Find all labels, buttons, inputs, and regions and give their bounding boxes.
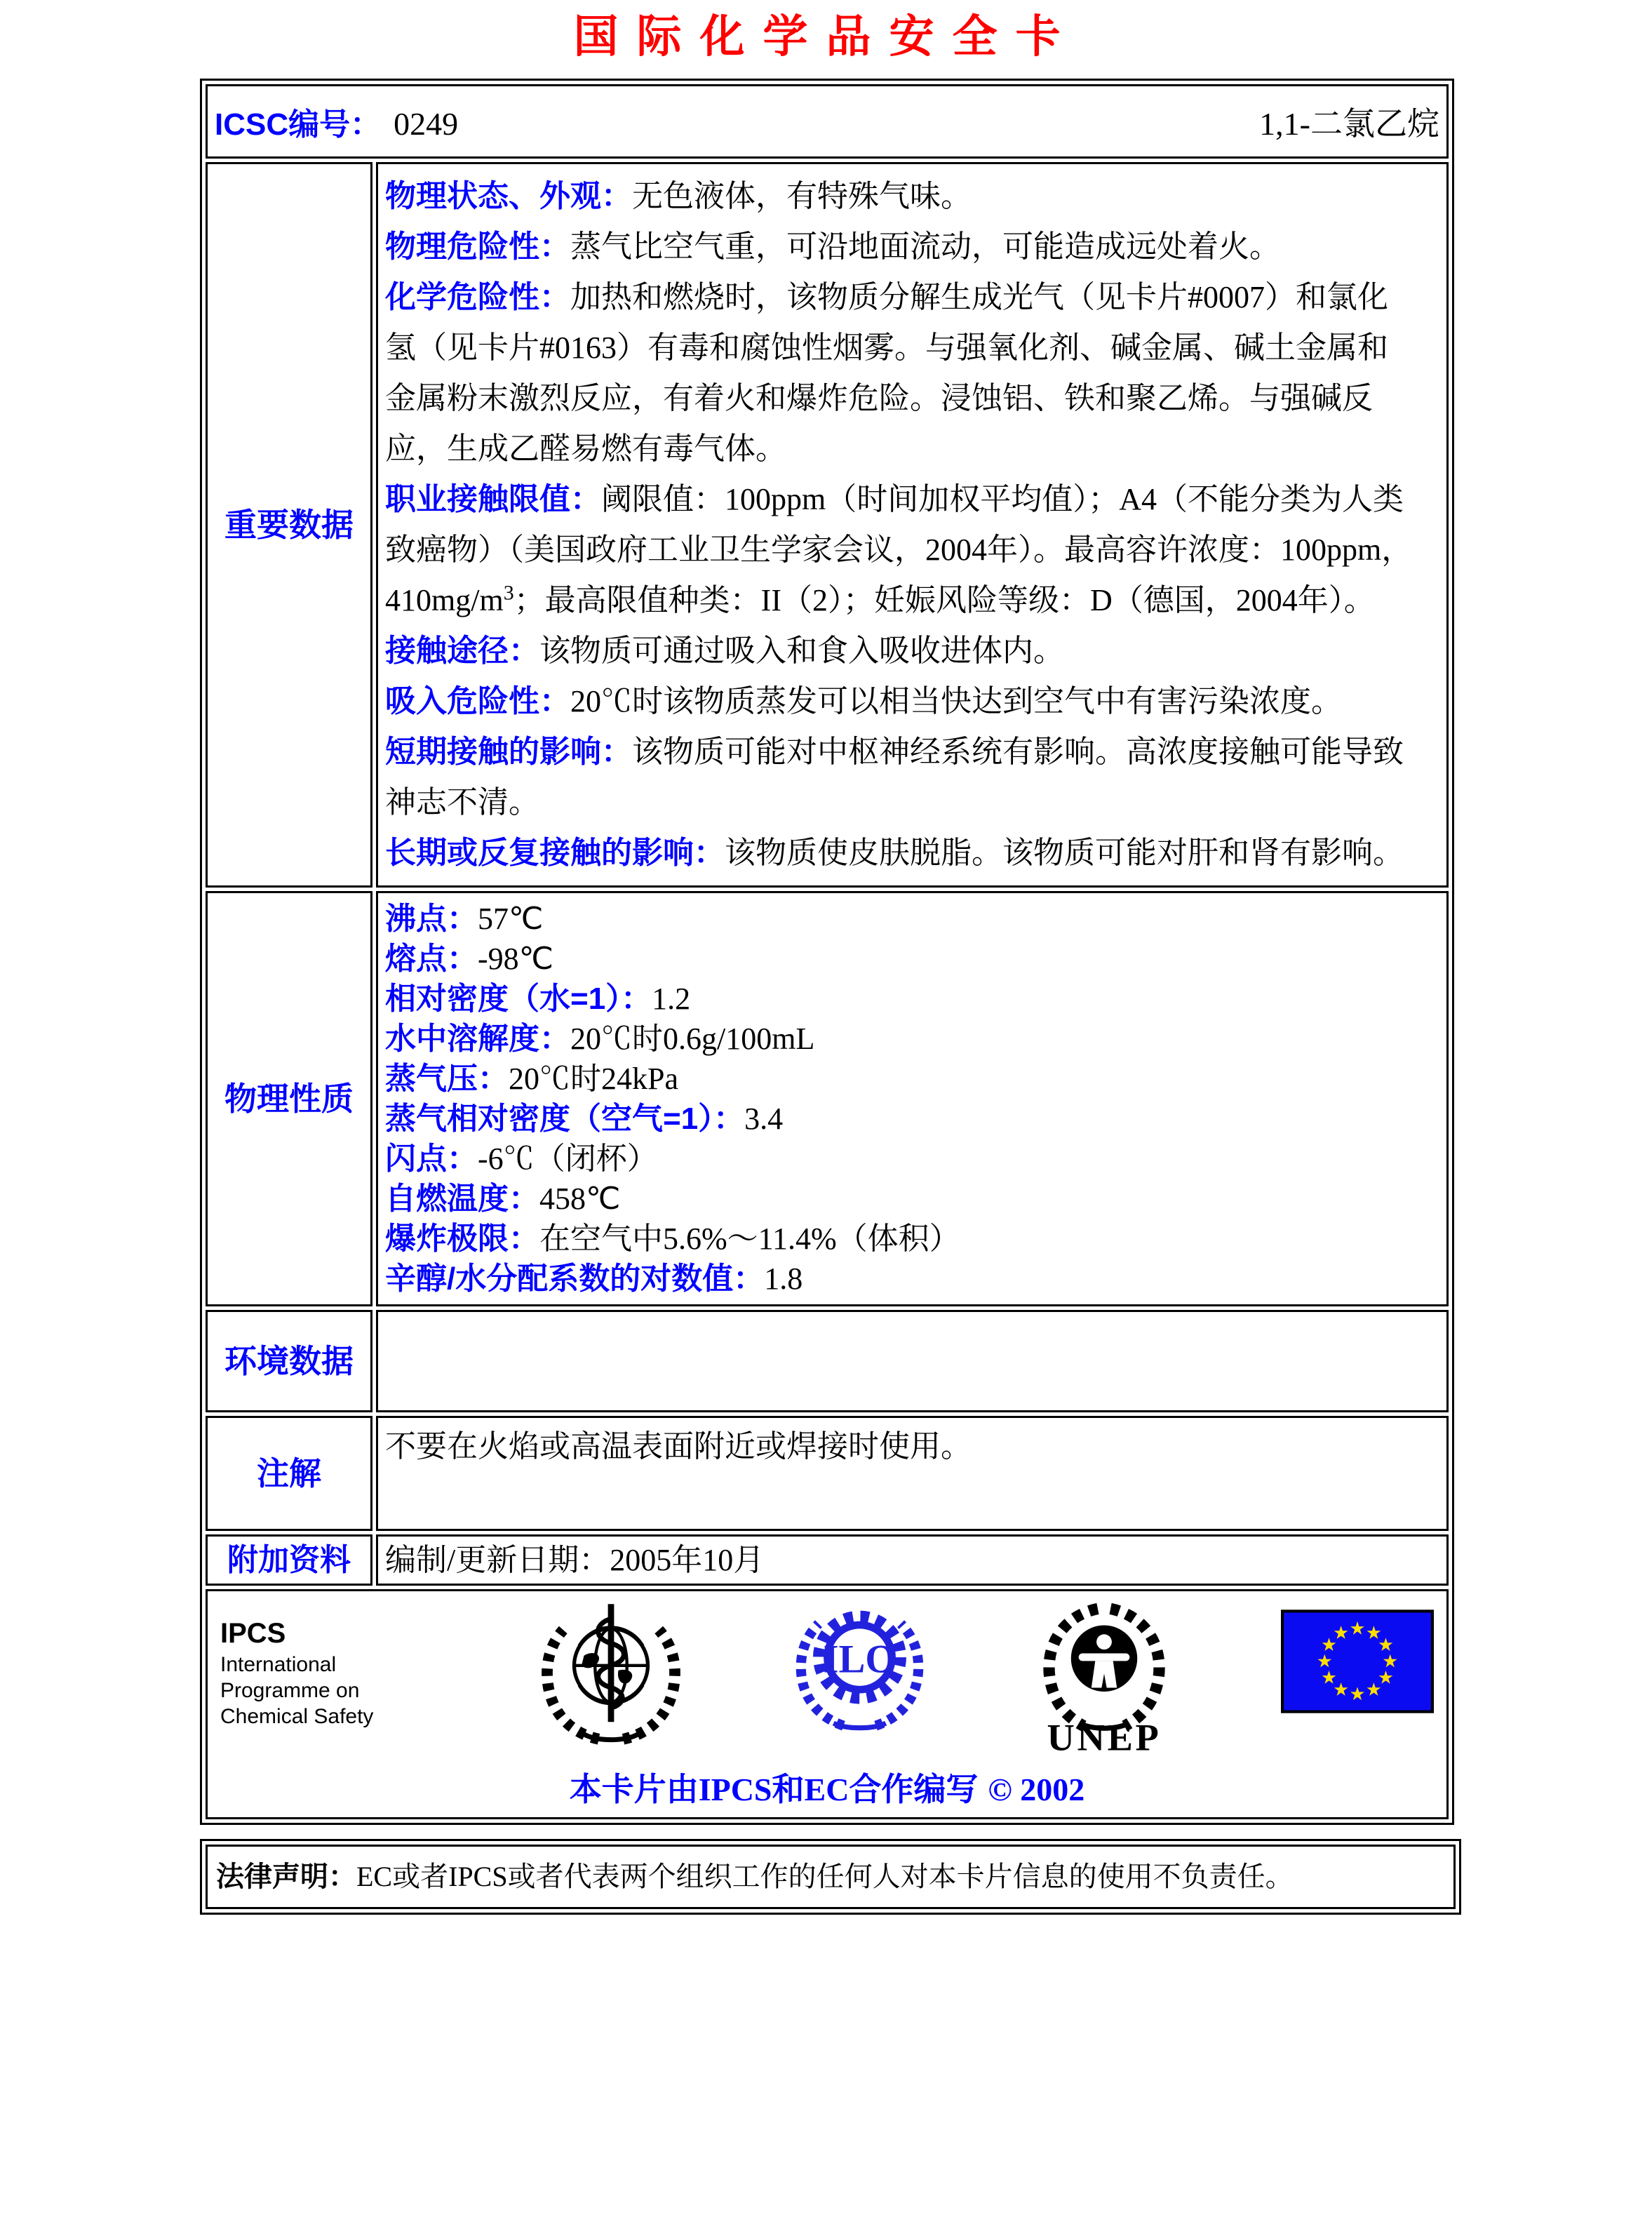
additional-info-content: 编制/更新日期：2005年10月 (385, 1543, 765, 1577)
logos-row (206, 1589, 1449, 1819)
svg-text:ILO: ILO (822, 1637, 896, 1682)
important-data-item: 长期或反复接触的影响：该物质使皮肤脱脂。该物质可能对肝和肾有影响。 (385, 836, 1404, 870)
unep-logo-icon (1034, 1601, 1174, 1754)
logos-block (208, 1591, 1446, 1817)
physical-property-line: 蒸气相对密度（空气=1）：3.4 (385, 1102, 784, 1136)
physical-property-line: 熔点：-98℃ (385, 942, 554, 976)
important-data-content (378, 164, 1446, 885)
additional-info-row (206, 1534, 1449, 1586)
page-title: 国际化学品安全卡 (573, 11, 1079, 62)
important-data-item: 物理危险性：蒸气比空气重，可沿地面流动，可能造成远处着火。 (385, 229, 1280, 264)
copyright: © 2002 (988, 1772, 1085, 1807)
important-data-item: 吸入危险性：20℃时该物质蒸发可以相当快达到空气中有害污染浓度。 (385, 684, 1342, 718)
important-data-item: 短期接触的影响：该物质可能对中枢神经系统有影响。高浓度接触可能导致神志不清。 (385, 735, 1404, 819)
icsc-number-value: 0249 (394, 106, 459, 142)
section-label-important-data: 重要数据 (206, 162, 372, 888)
section-label-environmental-data: 环境数据 (206, 1310, 372, 1412)
legal-notice-label: 法律声明： (216, 1861, 356, 1892)
ipcs-text-block: IPCS International Programme on Chemical Safety (220, 1601, 431, 1729)
physical-property-line: 辛醇/水分配系数的对数值：1.8 (385, 1262, 803, 1296)
important-data-item: 职业接触限值：阈限值：100ppm（时间加权平均值）；A4（不能分类为人类致癌物）（美国政府工业卫生学家会议，2004年）。最高容许浓度：100ppm，$410mg/m^3$；最高限值种类：II（2）；妊娠风险等级：D（德国，2004年）。 (385, 482, 1413, 617)
cooperation-caption: 本卡片由IPCS和EC合作编写 © 2002 (569, 1772, 1085, 1807)
important-data-row (206, 162, 1449, 888)
physical-property-line: 相对密度（水=1）：1.2 (385, 982, 691, 1016)
eu-flag-icon (1281, 1610, 1434, 1713)
icsc-number-group (215, 99, 458, 144)
physical-property-line: 蒸气压：20℃时24kPa (385, 1062, 678, 1096)
important-data-item: 接触途径：该物质可通过吸入和食入吸收进体内。 (385, 634, 1064, 668)
section-label-notes: 注解 (206, 1416, 372, 1531)
icsc-table (200, 79, 1454, 1825)
section-label-additional-info: 附加资料 (206, 1534, 372, 1586)
physical-property-line: 闪点：-6℃（闭杯） (385, 1142, 658, 1176)
physical-property-line: 爆炸极限：在空气中5.6%～11.4%（体积） (385, 1222, 960, 1256)
header-row (206, 84, 1449, 159)
notes-content: 不要在火焰或高温表面附近或焊接时使用。 (385, 1429, 972, 1464)
ilo-logo-icon (791, 1601, 928, 1731)
chemical-name: 1,1-二氯乙烷 (1259, 106, 1439, 142)
physical-properties-row (206, 891, 1449, 1306)
notes-row (206, 1416, 1449, 1531)
superscript-3: 3 (503, 581, 514, 605)
physical-property-line: 水中溶解度：20℃时0.6g/100mL (385, 1022, 815, 1056)
important-data-item: 化学危险性：加热和燃烧时，该物质分解生成光气（见卡片#0007）和氯化氢（见卡片#0163）有毒和腐蚀性烟雾。与强氧化剂、碱金属、碱土金属和金属粉末激烈反应，有着火和爆炸危险。浸蚀铝、铁和聚乙烯。与强碱反应，生成乙醛易燃有毒气体。 (385, 280, 1388, 466)
icsc-number-label: ICSC编号： (215, 107, 382, 142)
legal-notice-text: EC或者IPCS或者代表两个组织工作的任何人对本卡片信息的使用不负责任。 (356, 1861, 1294, 1892)
physical-property-line: 自燃温度：458℃ (385, 1182, 621, 1216)
svg-text:UNEP: UNEP (1047, 1715, 1162, 1754)
ipcs-acronym: IPCS (220, 1618, 286, 1649)
physical-property-line: 沸点：57℃ (385, 902, 544, 936)
legal-notice-box (200, 1839, 1461, 1915)
section-label-physical-properties: 物理性质 (206, 891, 372, 1306)
physical-properties-content (378, 893, 1446, 1304)
environmental-data-content (378, 1312, 1446, 1326)
environmental-data-row (206, 1310, 1449, 1412)
important-data-item: 物理状态、外观：无色液体，有特殊气味。 (385, 179, 972, 213)
who-logo-icon (537, 1601, 685, 1752)
